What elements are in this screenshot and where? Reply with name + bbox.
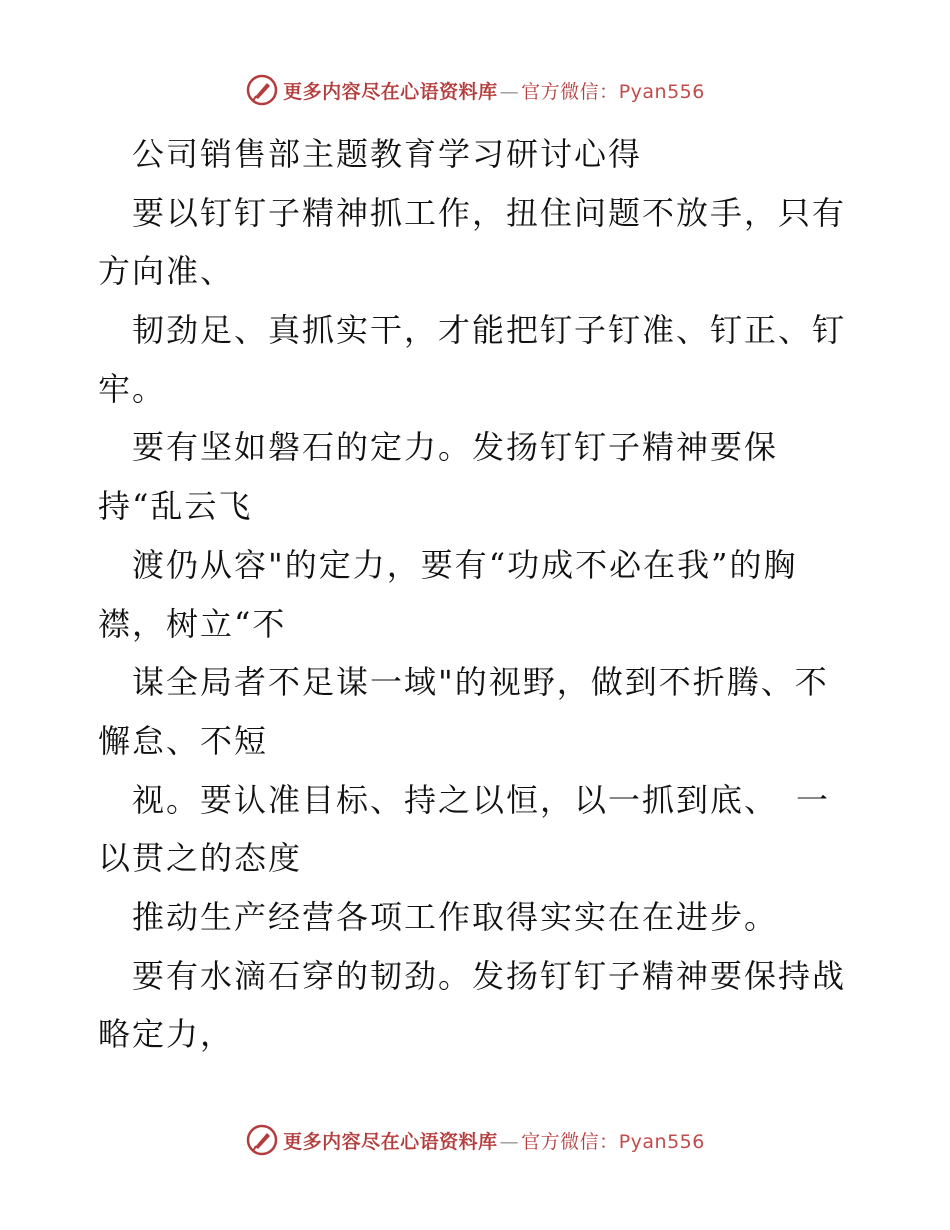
document-body [98, 125, 858, 1064]
body-line: 略定力， [98, 1015, 235, 1054]
body-line: 视。要认准目标、持之以恒，以一抓到底、 一 [98, 780, 831, 819]
doc-title: 公司销售部主题教育学习研讨心得 [98, 135, 643, 173]
body-line: 谋全局者不足谋一域"的视野，做到不折腾、不 [98, 663, 829, 702]
body-line: 以贯之的态度 [98, 839, 303, 878]
footer-dash: — [499, 1130, 520, 1153]
body-line: 推动生产经营各项工作取得实实在在进步。 [98, 897, 779, 936]
footer-wechat-label: 官方微信： [521, 1130, 619, 1153]
body-line: 要以钉钉子精神抓工作，扭住问题不放手，只有 [98, 193, 847, 232]
header-wechat-id: Pyan556 [618, 80, 705, 103]
body-line: 方向准、 [98, 252, 235, 291]
header-site-text: 更多内容尽在心语资料库 [283, 80, 498, 103]
quill-pen-logo-icon [245, 1123, 279, 1157]
header-banner [0, 70, 950, 110]
body-line: 牢。 [98, 369, 167, 408]
footer-site-text: 更多内容尽在心语资料库 [283, 1130, 498, 1153]
body-line: 持“乱云飞 [98, 487, 253, 526]
body-line: 懈怠、不短 [98, 721, 269, 760]
body-line: 要有水滴石穿的韧劲。发扬钉钉子精神要保持战 [98, 956, 847, 995]
body-line: 要有坚如磐石的定力。发扬钉钉子精神要保 [98, 428, 779, 467]
body-line: 韧劲足、真抓实干，才能把钉子钉准、钉正、钉 [98, 311, 847, 350]
body-line: 渡仍从容"的定力，要有“功成不必在我”的胸 [98, 545, 798, 584]
header-wechat-label: 官方微信： [521, 80, 619, 103]
quill-pen-logo-icon [245, 73, 279, 107]
footer-banner [0, 1120, 950, 1160]
footer-wechat-id: Pyan556 [618, 1130, 705, 1153]
header-dash: — [499, 80, 520, 103]
body-line: 襟，树立“不 [98, 604, 287, 643]
